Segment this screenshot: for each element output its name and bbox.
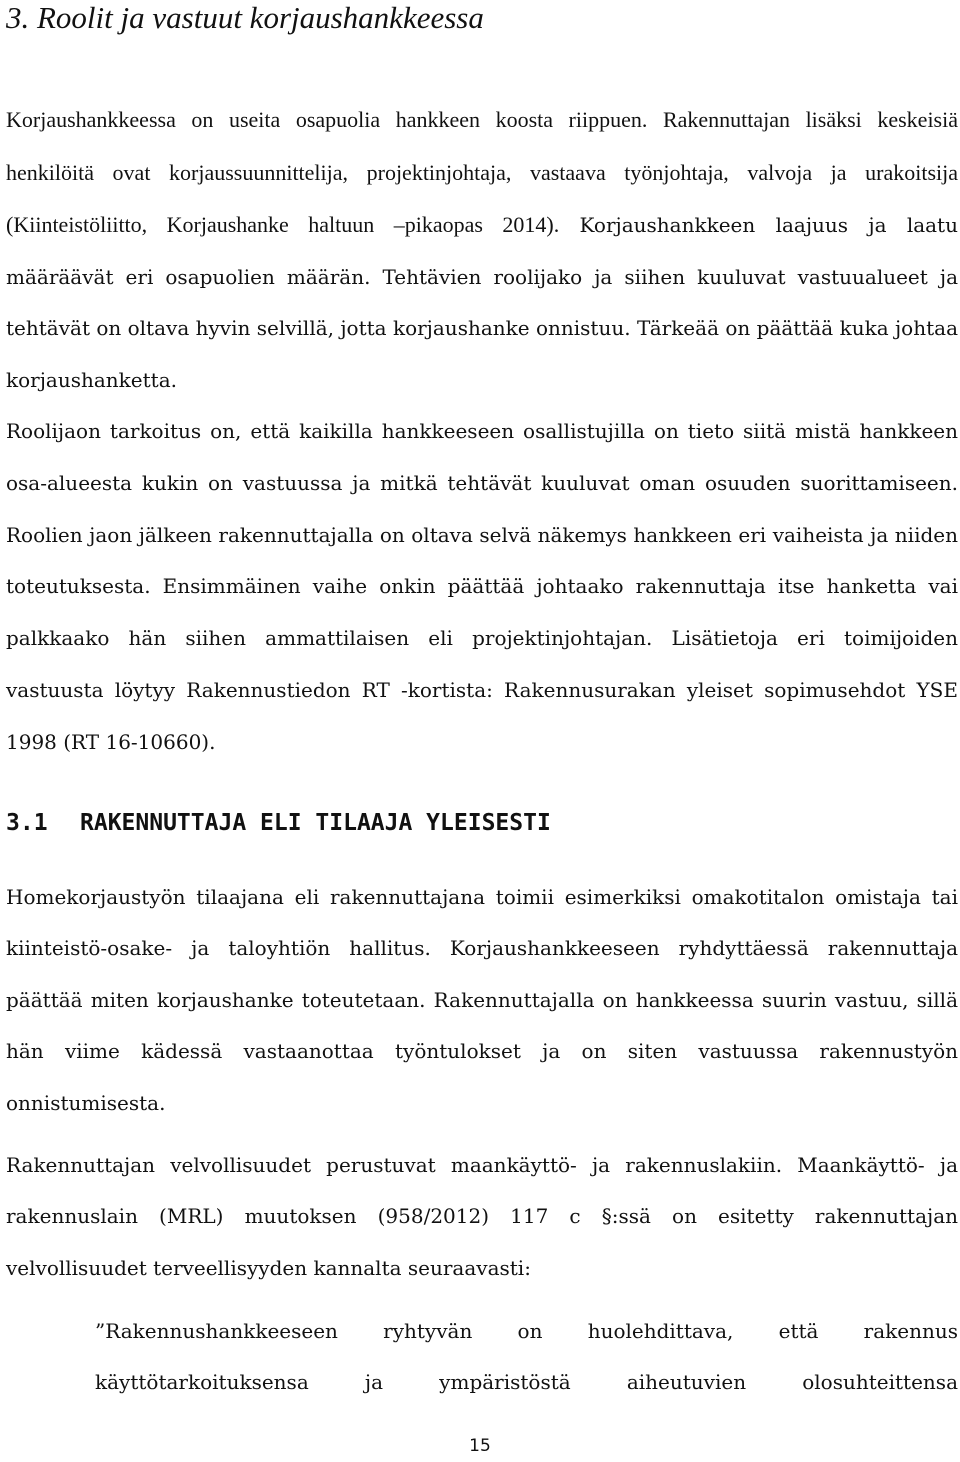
paragraph-obligations: Rakennuttajan velvollisuudet perustuvat maankäyttö- ja rakennuslakiin. Maankäyttö- ja rakennuslain (MRL) muutoksen (958/2012) 117 c §:ssä on esitetty rakennuttajan velvollisuudet terveellisyyden kannalta seuraavasti: [6,1153,958,1280]
paragraph-participants-roles: Korjaushankkeen laajuus ja laatu määräävät eri osapuolien määrän. Tehtävien roolijako ja siihen kuuluvat vastuualueet ja tehtävät on oltava hyvin selvillä, jotta korjaushanke onnistuu. Tärkeää on päättää kuka johtaa korjaushanketta. [6,213,958,392]
paragraph-client: Homekorjaustyön tilaajana eli rakennuttajana toimii esimerkiksi omakotitalon omistaja tai kiinteistö-osake- ja taloyhtiön hallitus. Korjaushankkeeseen ryhdyttäessä rakennuttaja päättää miten korjaushanke toteutetaan. Rakennuttajalla on hankkeessa suurin vastuu, sillä hän viime kädessä vastaanottaa työntulokset ja on siten vastuussa rakennustyön onnistumisesta. [6,885,958,1115]
paragraph-role-division: Roolijaon tarkoitus on, että kaikilla hankkeeseen osallistujilla on tieto siitä mistä hankkeen osa-alueesta kukin on vastuussa ja mitkä tehtävät kuuluvat oman osuuden suorittamiseen. Roolien jaon jälkeen rakennuttajalla on oltava selvä näkemys hankkeen eri vaiheista ja niiden toteutuksesta. Ensimmäinen vaihe onkin päättää johtaako rakennuttaja itse hanketta vai palkkaako hän siihen ammattilaisen eli projektinjohtajan. Lisätietoja eri toimijoiden vastuusta löytyy Rakennustiedon RT -kortista: Rakennusurakan yleiset sopimusehdot YSE 1998 (RT 16-10660). [6,419,958,754]
section-title: RAKENNUTTAJA ELI TILAAJA YLEISESTI [80,810,551,836]
section-heading [6,808,551,838]
law-quote: ”Rakennushankkeeseen ryhtyvän on huolehdittava, että rakennus käyttötarkoituksensa ja ympäristöstä aiheutuvien olosuhteittensa [95,1319,958,1395]
paragraph-participants [6,94,958,407]
chapter-heading: 3. Roolit ja vastuut korjaushankkeessa [6,0,484,35]
page-number: 15 [469,1436,491,1456]
section-number: 3.1 [6,810,48,836]
paragraph-participants-intro: Korjaushankkeessa on useita osapuolia hankkeen koosta riippuen. Rakennuttajan lisäksi keskeisiä henkilöitä ovat korjaussuunnittelija, projektinjohtaja, vastaava työnjohtaja, valvoja ja urakoitsija (Kiinteistöliitto, Korjaushanke haltuun –pikaopas 2014). [6,107,958,238]
